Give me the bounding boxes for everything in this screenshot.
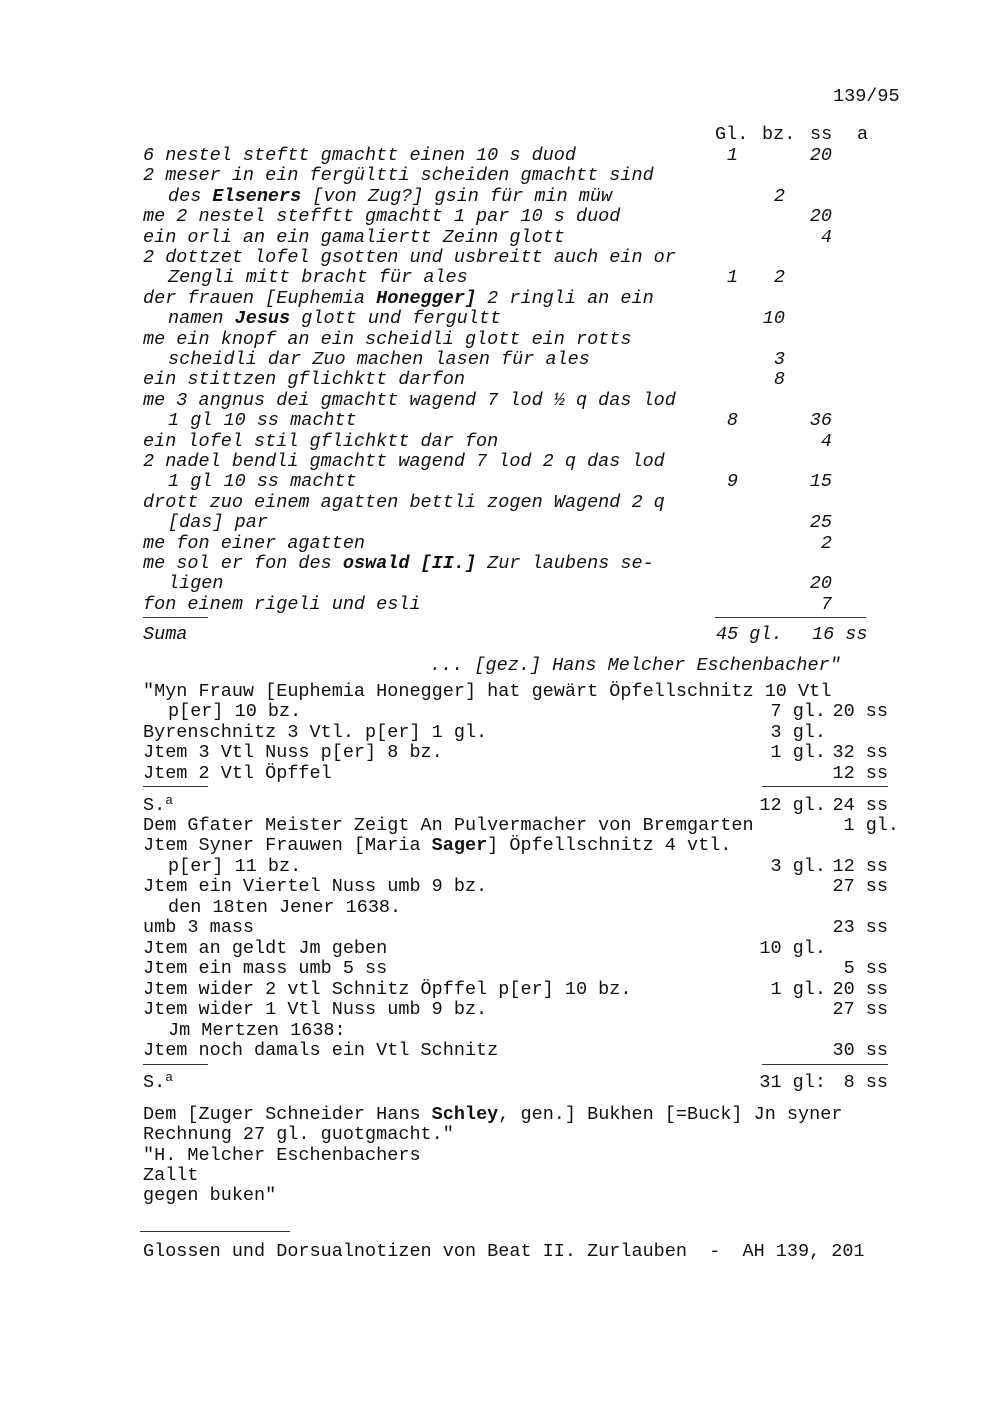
text-part: 2 dottzet lofel gsotten und usbreitt auch ein or xyxy=(143,247,676,268)
text-part: 2 ringli an ein xyxy=(476,287,654,309)
text-part: [von Zug?] gsin für min müw xyxy=(301,185,613,207)
text-line xyxy=(143,1166,199,1186)
amount-ss: 4 xyxy=(820,430,832,452)
text-line xyxy=(143,370,465,390)
text-line xyxy=(143,939,387,959)
footnote-rule xyxy=(140,1231,290,1232)
sum1-ss: 24 ss xyxy=(832,795,888,816)
amount-ss: 5 ss xyxy=(843,958,888,980)
text-part: Jm Mertzen 1638: xyxy=(168,1019,346,1041)
text-part: me fon einer agatten xyxy=(143,532,366,554)
bold-name: Honegger] xyxy=(376,287,477,309)
text-part: "H. Melcher Eschenbachers xyxy=(143,1144,421,1166)
text-line xyxy=(143,391,676,411)
divider xyxy=(143,786,208,787)
text-line xyxy=(168,1021,346,1041)
text-part: ligen xyxy=(168,573,224,595)
amount-gl: 1 xyxy=(726,267,738,289)
amount-ss: 20 xyxy=(809,206,832,228)
text-line xyxy=(143,595,421,615)
text-part: me 2 nestel stefftt gmachtt 1 par 10 s duod xyxy=(143,206,621,228)
signature: ... [gez.] Hans Melcher Eschenbacher" xyxy=(430,655,841,676)
bold-name: oswald [II.] xyxy=(342,553,477,574)
text-line xyxy=(168,411,357,431)
text-line xyxy=(143,1146,421,1166)
column-header-gl: Gl. xyxy=(715,124,749,145)
amount-ss: 20 ss xyxy=(832,978,888,1000)
text-part: Jtem Syner Frauwen [Maria xyxy=(143,835,432,857)
amount-gl: 7 gl. xyxy=(770,701,826,723)
amount-gl: 1 gl. xyxy=(770,742,826,764)
text-line xyxy=(168,857,301,877)
text-line xyxy=(143,452,665,472)
amount-gl: 3 gl. xyxy=(770,721,826,743)
page-number: 139/95 xyxy=(833,86,900,107)
sum2-gl: 31 gl: xyxy=(759,1072,826,1093)
amount-ss: 36 xyxy=(809,410,832,432)
amount-ss: 23 ss xyxy=(832,917,888,939)
text-line xyxy=(143,330,631,350)
text-line xyxy=(143,764,332,784)
sum-label: Suma xyxy=(143,624,188,645)
amount-ss: 15 xyxy=(809,471,832,493)
text-line xyxy=(168,309,501,329)
text-part: der frauen [Euphemia xyxy=(143,287,377,309)
text-part: Jtem ein mass umb 5 ss xyxy=(143,958,388,980)
amount-ss: 20 xyxy=(809,573,832,595)
text-line xyxy=(143,534,365,554)
text-part: me sol er fon des xyxy=(143,553,343,574)
text-part: 6 nestel steftt gmachtt einen 10 s duod xyxy=(143,145,576,166)
text-part: Jtem noch damals ein Vtl Schnitz xyxy=(143,1039,499,1061)
text-part: Dem [Zuger Schneider Hans xyxy=(143,1104,432,1125)
text-line xyxy=(143,743,443,763)
text-line xyxy=(143,877,487,897)
text-part: des xyxy=(168,185,213,207)
text-line xyxy=(143,554,654,574)
amount-ss: 20 xyxy=(809,145,832,166)
text-part: ein orli an ein gamaliertt Zeinn glott xyxy=(143,226,565,248)
amount-gl: 3 gl. xyxy=(770,855,826,877)
text-line xyxy=(168,702,301,722)
text-line xyxy=(143,166,654,186)
bold-name: Elseners xyxy=(212,185,302,207)
text-part: fon einem rigeli und esli xyxy=(143,593,421,615)
sum-gl: 45 gl. xyxy=(716,624,783,645)
column-header-a: a xyxy=(857,124,869,145)
text-part: Rechnung 27 gl. guotgmacht." xyxy=(143,1124,454,1146)
text-line xyxy=(143,1000,487,1020)
text-line xyxy=(168,898,401,918)
text-part: Jtem 2 Vtl Öpffel xyxy=(143,762,332,784)
sum2-label-text: S. xyxy=(143,1072,166,1093)
sum2-label xyxy=(143,1070,174,1093)
text-part: namen xyxy=(168,308,235,330)
text-part: scheidli dar Zuo machen lasen für ales xyxy=(168,349,590,370)
text-part: drott zuo einem agatten bettli zogen Wagend 2 q xyxy=(143,491,665,513)
column-header-bz: bz. xyxy=(762,124,796,145)
text-part: me ein knopf an ein scheidli glott ein rotts xyxy=(143,328,632,350)
sum1-label-sup: a xyxy=(165,793,174,808)
amount-bz: 3 xyxy=(773,349,785,370)
text-part: Zur laubens se- xyxy=(476,553,654,574)
text-part: Jtem an geldt Jm geben xyxy=(143,937,388,959)
text-line xyxy=(168,268,468,288)
text-line xyxy=(168,350,590,370)
sum2-ss: 8 ss xyxy=(843,1072,888,1093)
bold-name: Sager xyxy=(431,835,488,857)
amount-gl: 1 xyxy=(726,145,738,166)
sum1-label xyxy=(143,793,174,816)
text-part: gegen buken" xyxy=(143,1185,277,1207)
text-line xyxy=(143,959,387,979)
text-line xyxy=(143,682,831,702)
text-part: , gen.] Bukhen [=Buck] Jn syner xyxy=(498,1104,843,1125)
sum-divider xyxy=(762,1064,888,1065)
text-part: 2 meser in ein fergültti scheiden gmachtt sind xyxy=(143,165,654,187)
text-line xyxy=(143,1125,454,1145)
text-part: ein stittzen gflichktt darfon xyxy=(143,369,465,391)
amount-ss: 25 xyxy=(809,512,832,534)
text-part: glott und fergultt xyxy=(290,308,502,330)
amount-bz: 2 xyxy=(773,185,785,207)
text-line xyxy=(143,816,754,836)
footnote: Glossen und Dorsualnotizen von Beat II. Zurlauben - AH 139, 201 xyxy=(143,1241,865,1262)
amount-gl: 1 gl. xyxy=(770,978,826,1000)
text-part: me 3 angnus dei gmachtt wagend 7 lod ½ q das lod xyxy=(143,389,676,411)
divider xyxy=(143,617,208,618)
amount-ss: 7 xyxy=(820,593,832,615)
amount-gl: 1 gl. xyxy=(843,815,899,836)
text-part: Jtem ein Viertel Nuss umb 9 bz. xyxy=(143,876,488,898)
sum-ss: 16 ss xyxy=(812,624,868,645)
text-line xyxy=(143,493,665,513)
bold-name: Schley xyxy=(431,1104,499,1125)
text-line xyxy=(143,289,654,309)
text-line xyxy=(143,723,487,743)
amount-ss: 27 ss xyxy=(832,999,888,1021)
text-part: Jtem wider 2 vtl Schnitz Öpffel p[er] 10 bz. xyxy=(143,978,632,1000)
text-part: p[er] 11 bz. xyxy=(168,855,302,877)
text-line xyxy=(143,228,565,248)
text-line xyxy=(168,513,268,533)
amount-gl: 9 xyxy=(726,471,738,493)
amount-ss: 30 ss xyxy=(832,1039,888,1061)
column-header-ss: ss xyxy=(810,124,833,145)
text-part: p[er] 10 bz. xyxy=(168,701,302,723)
sum-divider xyxy=(762,786,888,787)
amount-gl: 8 xyxy=(726,410,738,432)
amount-ss: 20 ss xyxy=(832,701,888,723)
text-part: [das] par xyxy=(168,512,268,534)
amount-bz: 8 xyxy=(773,369,785,391)
text-part: Zallt xyxy=(143,1164,199,1186)
amount-ss: 2 xyxy=(820,532,832,554)
amount-gl: 10 gl. xyxy=(759,937,826,959)
amount-ss: 4 xyxy=(820,226,832,248)
sum1-gl: 12 gl. xyxy=(759,795,826,816)
text-line xyxy=(143,836,731,856)
text-line xyxy=(143,918,254,938)
text-part: umb 3 mass xyxy=(143,917,255,939)
text-line xyxy=(168,187,612,207)
text-line xyxy=(143,1041,498,1061)
text-part: Byrenschnitz 3 Vtl. p[er] 1 gl. xyxy=(143,721,488,743)
text-line xyxy=(168,574,224,594)
divider xyxy=(143,1064,208,1065)
text-part: 1 gl 10 ss machtt xyxy=(168,410,357,432)
bold-name: Jesus xyxy=(234,308,291,330)
text-part: ] Öpfellschnitz 4 vtl. xyxy=(487,835,732,857)
text-line xyxy=(168,472,357,492)
text-line xyxy=(143,248,676,268)
amount-bz: 10 xyxy=(762,308,785,330)
text-part: 2 nadel bendli gmachtt wagend 7 lod 2 q das lod xyxy=(143,451,665,472)
text-line xyxy=(143,1186,276,1206)
text-part: Zengli mitt bracht für ales xyxy=(168,267,468,289)
text-line xyxy=(143,1105,842,1125)
amount-ss: 32 ss xyxy=(832,742,888,764)
text-line xyxy=(143,207,620,227)
amount-bz: 2 xyxy=(773,267,785,289)
sum1-label-text: S. xyxy=(143,795,166,816)
amount-ss: 12 ss xyxy=(832,855,888,877)
text-part: ein lofel stil gflichktt dar fon xyxy=(143,430,499,452)
text-part: 1 gl 10 ss machtt xyxy=(168,471,357,493)
sum2-label-sup: a xyxy=(165,1070,174,1085)
text-part: Dem Gfater Meister Zeigt An Pulvermacher von Bremgarten xyxy=(143,815,754,836)
amount-ss: 12 ss xyxy=(832,762,888,784)
text-part: "Myn Frauw [Euphemia Honegger] hat gewärt Öpfellschnitz 10 Vtl xyxy=(143,681,832,702)
text-line xyxy=(143,432,498,452)
text-part: Jtem 3 Vtl Nuss p[er] 8 bz. xyxy=(143,742,443,764)
text-line xyxy=(143,146,576,166)
sum-divider xyxy=(715,617,866,618)
text-line xyxy=(143,980,631,1000)
amount-ss: 27 ss xyxy=(832,876,888,898)
text-part: den 18ten Jener 1638. xyxy=(168,896,402,918)
text-part: Jtem wider 1 Vtl Nuss umb 9 bz. xyxy=(143,999,488,1021)
